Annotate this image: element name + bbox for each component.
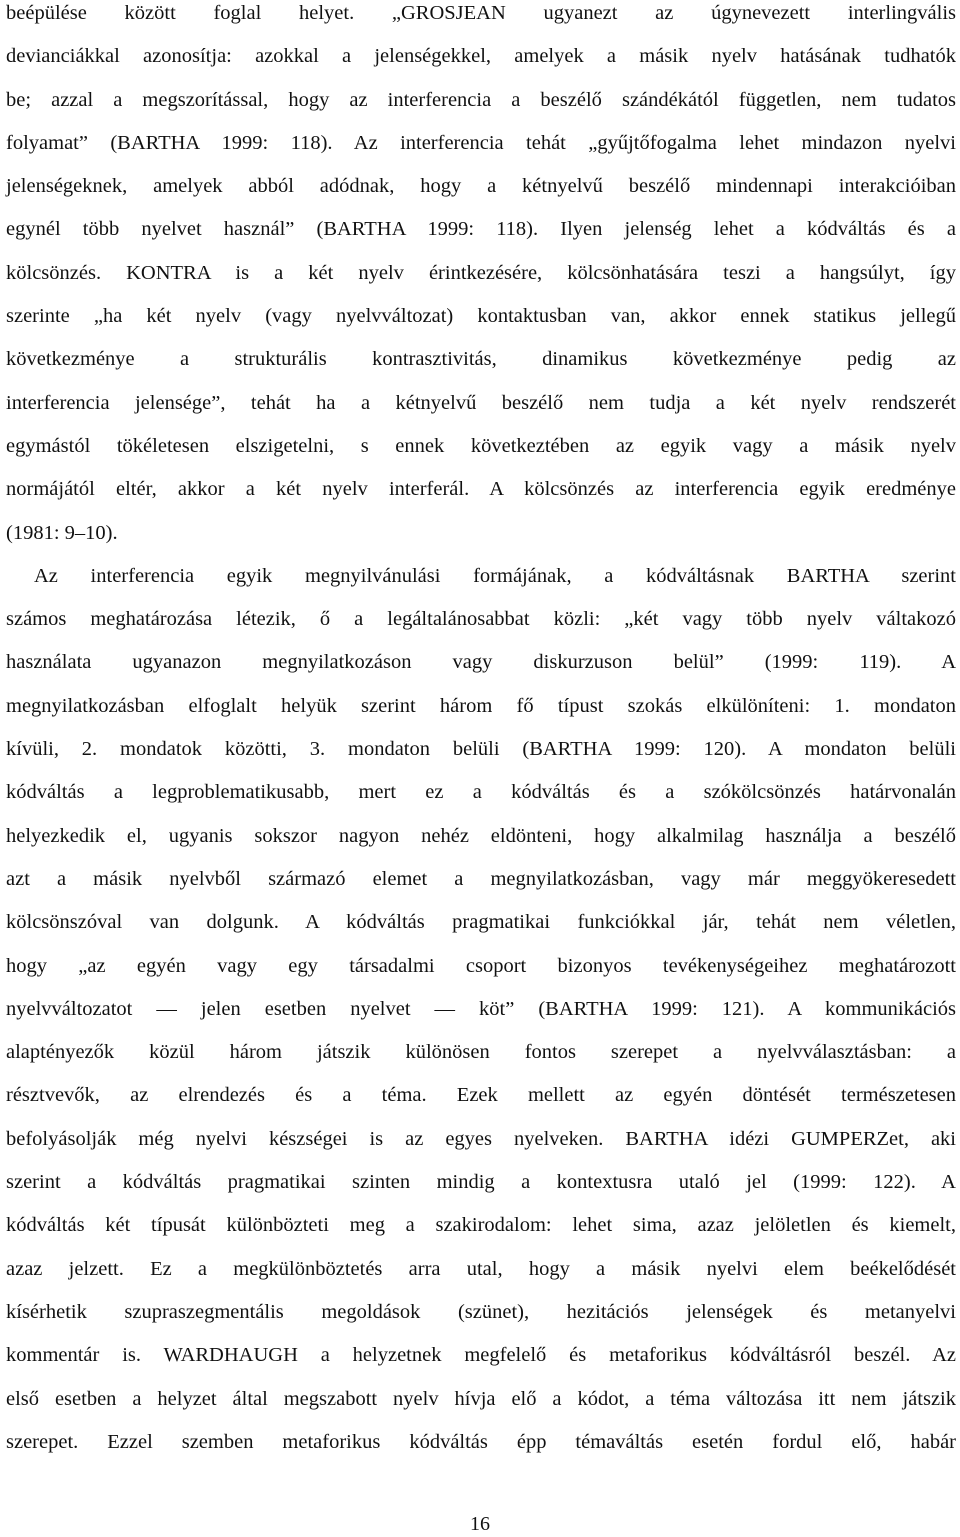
text-line: használata ugyanazon megnyilatkozáson vagy diskurzuson belül” (1999: 119). A [6,651,956,674]
text-line: kódváltás a legproblematikusabb, mert ez a kódváltás és a szókölcsönzés határvonalán [6,781,956,804]
text-line: befolyásolják még nyelvi készségei is az egyes nyelveken. BARTHA idézi GUMPERZet, aki [6,1127,956,1150]
text-line: be; azzal a megszorítással, hogy az interferencia a beszélő szándékától független, nem tudatos [6,88,956,111]
text-line: kölcsönzés. KONTRA is a két nyelv érintkezésére, kölcsönhatására teszi a hangsúlyt, így [6,261,956,284]
text-line: hogy „az egyén vagy egy társadalmi csoport bizonyos tevékenységeihez meghatározott [6,954,956,977]
text-line: azaz jelzett. Ez a megkülönböztetés arra utal, hogy a másik nyelvi elem beékelődését [6,1257,956,1280]
body-text [6,0,956,1464]
text-line: beépülése között foglal helyet. „GROSJEAN ugyanezt az úgynevezett interlingvális [6,2,956,24]
text-line: devianciákkal azonosítja: azokkal a jelenségekkel, amelyek a másik nyelv hatásának tudhatók [6,45,956,68]
text-line: interferencia jelensége”, tehát ha a kétnyelvű beszélő nem tudja a két nyelv rendszerét [6,391,956,414]
text-line: kísérhetik szupraszegmentális megoldások (szünet), hezitációs jelenségek és metanyelvi [6,1300,956,1323]
text-line: következménye a strukturális kontrasztivitás, dinamikus következménye pedig az [6,348,956,371]
page-number: 16 [470,1513,490,1535]
text-line: résztvevők, az elrendezés és a téma. Ezek mellett az egyén döntését természetesen [6,1084,956,1107]
text-line: azt a másik nyelvből származó elemet a megnyilatkozásban, vagy már meggyökeresedett [6,867,956,890]
text-line: kölcsönszóval van dolgunk. A kódváltás pragmatikai funkciókkal jár, tehát nem véletlen, [6,911,956,934]
text-line: normájától eltér, akkor a két nyelv interferál. A kölcsönzés az interferencia egyik eredménye [6,478,956,501]
text-line: (1981: 9–10). [6,521,118,544]
text-line: egymástól tökéletesen elszigetelni, s ennek következtében az egyik vagy a másik nyelv [6,434,956,457]
text-line: helyezkedik el, ugyanis sokszor nagyon nehéz eldönteni, hogy alkalmilag használja a beszélő [6,824,956,847]
text-line: első esetben a helyzet által megszabott nyelv hívja elő a kódot, a téma változása itt nem játszik [6,1387,956,1410]
text-line: szerint a kódváltás pragmatikai szinten mindig a kontextusra utaló jel (1999: 122). A [6,1171,956,1194]
text-line: megnyilatkozásban elfoglalt helyük szerint három fő típust szokás elkülöníteni: 1. mondaton [6,694,956,717]
text-line: szerinte „ha két nyelv (vagy nyelvváltozat) kontaktusban van, akkor ennek statikus jellegű [6,305,956,328]
paragraph-first-line: Az interferencia egyik megnyilvánulási formájának, a kódváltásnak BARTHA szerint [34,564,956,587]
text-line: egynél több nyelvet használ” (BARTHA 1999: 118). Ilyen jelenség lehet a kódváltás és a [6,218,956,241]
text-line: jelenségeknek, amelyek abból adódnak, hogy a kétnyelvű beszélő mindennapi interakcióiban [6,175,956,198]
text-line: alaptényezők közül három játszik különösen fontos szerepet a nyelvválasztásban: a [6,1041,956,1064]
text-line: szerepet. Ezzel szemben metaforikus kódváltás épp témaváltás esetén fordul elő, habár [6,1430,956,1453]
text-line: folyamat” (BARTHA 1999: 118). Az interferencia tehát „gyűjtőfogalma lehet mindazon nyelvi [6,131,956,154]
text-line: nyelvváltozatot — jelen esetben nyelvet — köt” (BARTHA 1999: 121). A kommunikációs [6,997,956,1020]
text-line: számos meghatározása létezik, ő a legáltalánosabbat közli: „két vagy több nyelv váltakozó [6,608,956,631]
text-line: kommentár is. WARDHAUGH a helyzetnek megfelelő és metaforikus kódváltásról beszél. Az [6,1344,956,1367]
text-line: kívüli, 2. mondatok közötti, 3. mondaton belüli (BARTHA 1999: 120). A mondaton belüli [6,738,956,761]
text-line: kódváltás két típusát különbözteti meg a szakirodalom: lehet sima, azaz jelöletlen és kiemelt, [6,1214,956,1237]
